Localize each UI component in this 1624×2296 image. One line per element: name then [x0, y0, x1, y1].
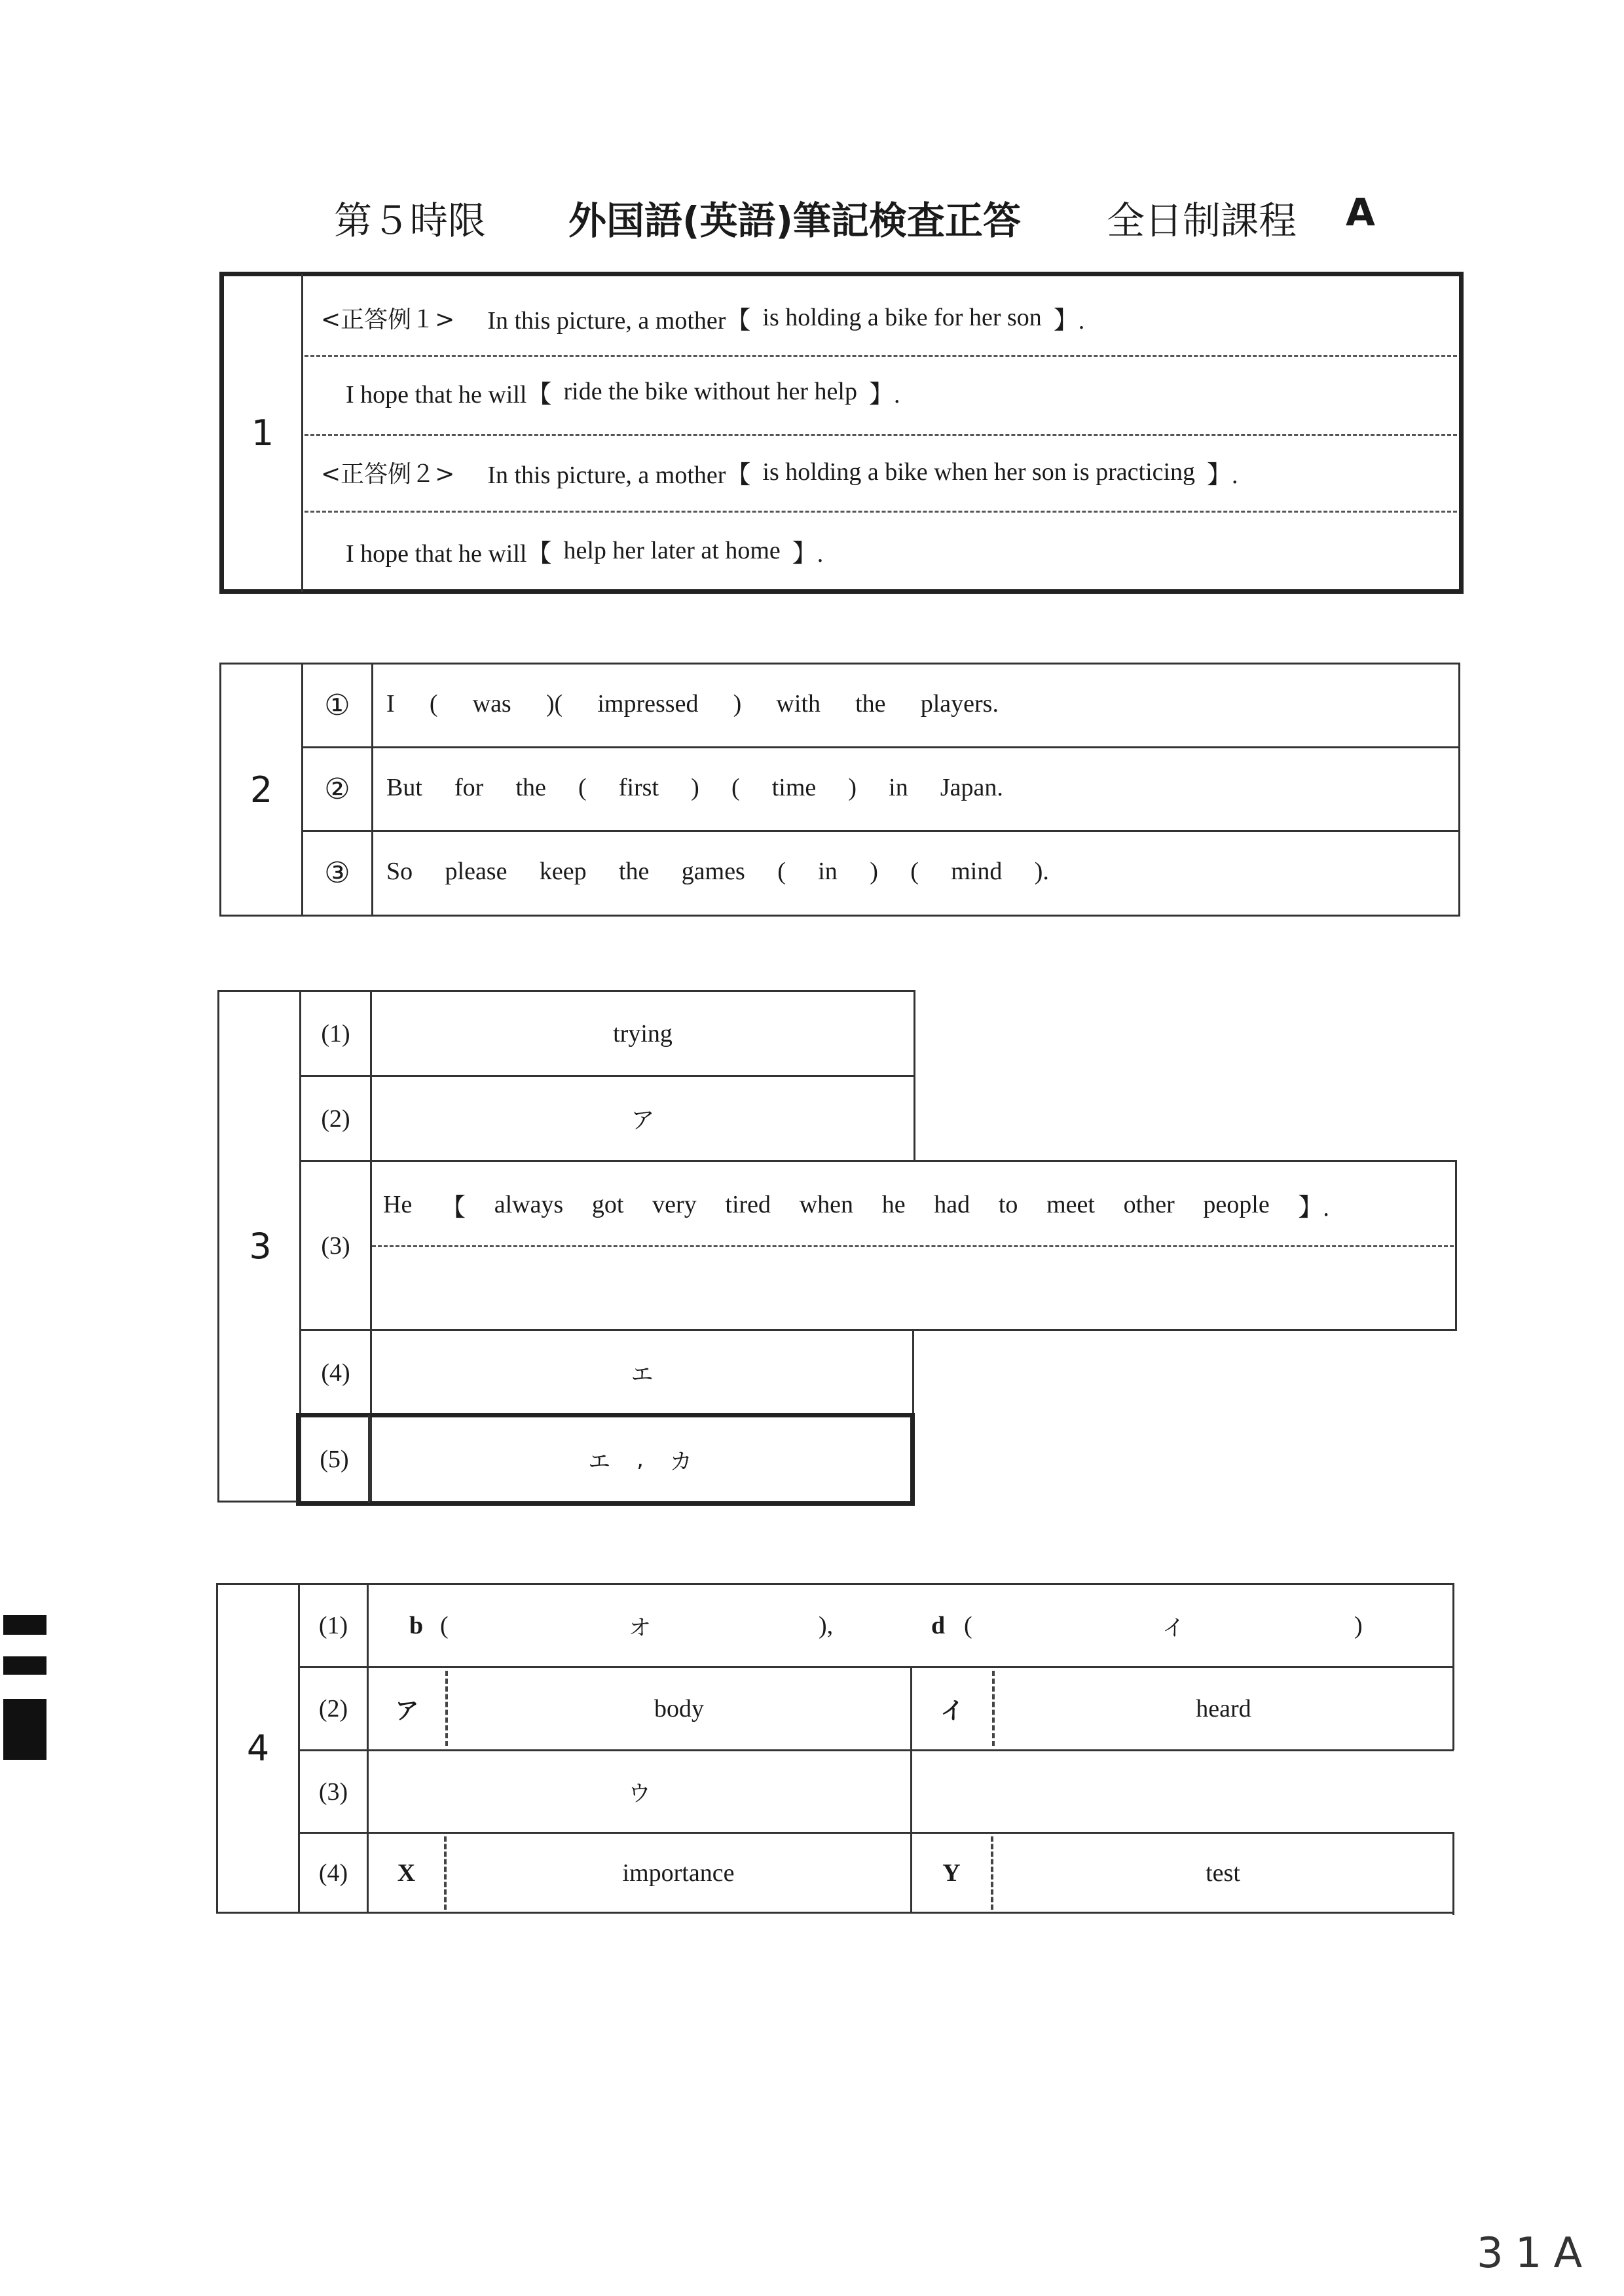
q4-row2-left-key: ア [395, 1697, 419, 1724]
q2-row2-word: for [454, 774, 484, 801]
q3-row3-word: he [881, 1191, 906, 1218]
q1-example1-suffix2: 】. [868, 380, 900, 409]
q2-row1-word: the [855, 690, 886, 718]
q2-row1-answer: impressed [597, 690, 699, 718]
q2-row1-sentence [386, 681, 999, 727]
q4-row4-right-key: Y [942, 1859, 961, 1887]
page-code: 31A [1477, 2229, 1595, 2278]
version-label: A [1346, 190, 1375, 234]
q3-row3-word: when [799, 1191, 854, 1218]
q4-row4-label: (4) [318, 1859, 348, 1887]
q2-row1-word: )( [545, 690, 563, 718]
q2-row2-word: ( [731, 774, 740, 801]
q1-example1-row2 [346, 369, 900, 414]
q1-example2-label: <正答例２> [321, 460, 455, 488]
q1-number: 1 [251, 412, 274, 454]
q3-row5-answer [370, 1417, 910, 1501]
q2-row3-word: ). [1034, 858, 1049, 885]
q1-example1-answer2: ride the bike without her help [563, 378, 857, 405]
q2-row3-label: ③ [324, 857, 350, 889]
q3-row3-word: to [998, 1191, 1018, 1218]
q2-row1-label: ① [324, 689, 350, 721]
q1-example2-prefix2: I hope that he will【 [346, 539, 552, 568]
period-label: 第５時限 [334, 198, 487, 243]
registration-mark [3, 1615, 46, 1635]
q2-row1-word: with [776, 690, 821, 718]
q3-row3-word: got [591, 1191, 624, 1218]
q2-row2-answer: time [771, 774, 817, 801]
q1-example1-prefix: In this picture, a mother【 [487, 306, 751, 335]
q2-row2-word: ) [691, 774, 699, 801]
q1-example1-label: <正答例１> [321, 306, 455, 333]
q4-row1-b-close: ), [819, 1612, 834, 1639]
q2-row3-word: ( [910, 858, 919, 885]
q2-row3-word: So [386, 858, 413, 885]
q4-row4-left-answer: importance [622, 1859, 735, 1887]
q2-row1-word: players. [920, 690, 999, 718]
q4-row1-d-answer: イ [1162, 1614, 1185, 1641]
q3-row3-sentence [383, 1182, 1329, 1228]
q2-row3-answer: in [818, 858, 838, 885]
q1-example2-row1 [321, 449, 1238, 495]
q1-example2-suffix2: 】. [792, 539, 824, 568]
q3-row5-separator: , [637, 1446, 644, 1472]
q3-row5-label: (5) [320, 1446, 349, 1473]
q4-row1-d-label: d [931, 1612, 946, 1639]
q2-row3-word: games [681, 858, 745, 885]
q2-row2-word: ( [578, 774, 587, 801]
q3-row3-word: had [934, 1191, 970, 1218]
q2-row2-answer: first [618, 774, 659, 801]
q1-example2-row2 [346, 528, 823, 574]
q3-row3-word: people [1203, 1191, 1270, 1218]
q4-row1-label: (1) [318, 1612, 348, 1639]
q2-row1-word: ) [733, 690, 742, 718]
q3-row2-answer: ア [631, 1107, 655, 1134]
q1-example1-suffix1: 】. [1053, 306, 1085, 335]
q4-row1-d-open: ( [964, 1612, 972, 1639]
q1-example1-row1 [321, 295, 1084, 340]
q2-row1-word: I [386, 690, 395, 718]
q2-row2-word: ) [848, 774, 857, 801]
q4-row4-left-key: X [397, 1859, 416, 1887]
q4-row1-d-close: ) [1354, 1612, 1363, 1639]
q2-row3-answer: mind [951, 858, 1003, 885]
q3-row4-answer: エ [631, 1362, 654, 1388]
q4-row2-right-key: イ [940, 1697, 964, 1724]
q3-row3-bracket: 】. [1298, 1194, 1329, 1222]
q2-row3-word: the [618, 858, 650, 885]
q2-row1-word: was [472, 690, 511, 718]
q2-row3-sentence [386, 848, 1049, 894]
q4-number: 4 [246, 1728, 270, 1769]
q3-row3-word: meet [1046, 1191, 1095, 1218]
page-title: 外国語(英語)筆記検査正答 [568, 198, 1022, 243]
q3-row3-word: tired [725, 1191, 771, 1218]
registration-mark [3, 1699, 46, 1760]
q3-row3-word: very [652, 1191, 697, 1218]
q3-row3-label: (3) [321, 1231, 350, 1260]
q1-example2-prefix: In this picture, a mother【 [487, 461, 751, 489]
q1-example2-suffix1: 】. [1207, 461, 1238, 489]
q2-row2-label: ② [324, 773, 350, 805]
q2-row3-word: keep [539, 858, 587, 885]
q4-row3-label: (3) [318, 1777, 348, 1806]
q4-row3-answer: ウ [628, 1781, 651, 1807]
q3-row4-label: (4) [321, 1358, 350, 1387]
q4-row4-right-answer: test [1206, 1859, 1240, 1887]
q4-row1-b-answer: オ [629, 1614, 651, 1641]
q2-row2-word: in [889, 774, 908, 801]
q1-example2-answer1: is holding a bike when her son is practicing [762, 458, 1196, 486]
q4-row1-b-open: ( [440, 1612, 449, 1639]
course-label: 全日制課程 [1107, 198, 1297, 243]
q4-row1-b-label: b [409, 1612, 424, 1639]
q3-number: 3 [249, 1226, 272, 1267]
q3-row3-word: always [494, 1191, 564, 1218]
q3-row1-answer: trying [613, 1019, 673, 1048]
q3-row5-answer-a: エ [588, 1448, 611, 1475]
q2-row3-word: ( [777, 858, 786, 885]
q3-row2-label: (2) [321, 1104, 350, 1133]
q2-row1-word: ( [429, 690, 438, 718]
q2-row2-word: Japan. [940, 774, 1003, 801]
q4-row2-right-answer: heard [1196, 1695, 1251, 1722]
q2-row2-word: the [515, 774, 546, 801]
registration-mark [3, 1656, 46, 1675]
q3-row3-word: He [383, 1191, 413, 1218]
q3-row3-word: other [1123, 1191, 1175, 1218]
q2-row3-word: please [445, 858, 507, 885]
q4-row2-label: (2) [318, 1695, 348, 1722]
q2-row3-word: ) [870, 858, 878, 885]
q2-row2-word: But [386, 774, 422, 801]
q1-example2-answer2: help her later at home [563, 537, 781, 564]
q2-number: 2 [249, 769, 273, 811]
q3-row3-bracket: 【 [441, 1194, 466, 1222]
q4-row2-left-answer: body [654, 1695, 704, 1722]
q1-example1-answer1: is holding a bike for her son [762, 304, 1042, 331]
q3-row5-answer-b: カ [669, 1448, 692, 1475]
q2-row2-sentence [386, 765, 1003, 811]
q1-example1-prefix2: I hope that he will【 [346, 380, 552, 409]
q3-row1-label: (1) [321, 1019, 350, 1048]
